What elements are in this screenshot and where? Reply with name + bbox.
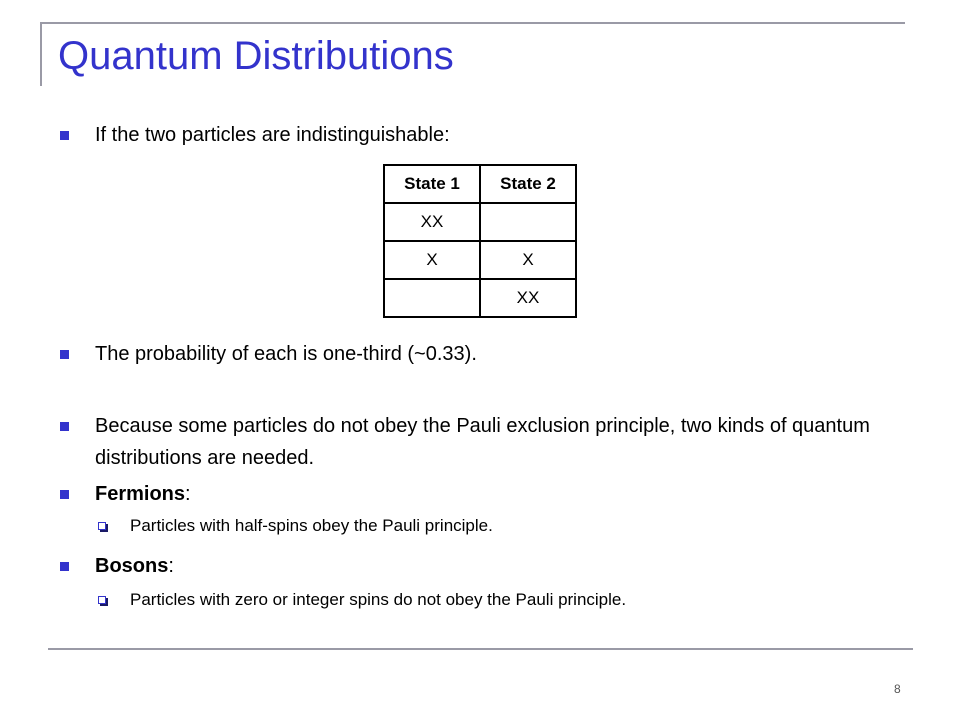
table-cell: X bbox=[384, 241, 480, 279]
table-cell bbox=[480, 203, 576, 241]
fermions-label: Fermions bbox=[95, 483, 186, 505]
table-cell bbox=[384, 279, 480, 317]
table-cell: XX bbox=[480, 279, 576, 317]
bullet-marker bbox=[60, 131, 69, 140]
fermions-colon: : bbox=[185, 483, 191, 505]
page-title: Quantum Distributions bbox=[58, 34, 454, 78]
bosons-colon: : bbox=[168, 555, 174, 577]
top-divider bbox=[40, 22, 905, 24]
table-row bbox=[384, 279, 576, 317]
sub-bullet-fermions: Particles with half-spins obey the Pauli principle. bbox=[130, 516, 493, 535]
table-cell: X bbox=[480, 241, 576, 279]
checkbox-bullet-icon bbox=[98, 596, 106, 604]
bullet-pauli-exclusion: Because some particles do not obey the Pauli exclusion principle, two kinds of quantum distributions are needed. bbox=[95, 415, 870, 469]
checkbox-bullet-icon bbox=[98, 522, 106, 530]
bottom-divider bbox=[48, 648, 913, 650]
table-row bbox=[384, 241, 576, 279]
page-number: 8 bbox=[894, 682, 901, 696]
bullet-bosons bbox=[95, 550, 174, 582]
left-divider bbox=[40, 22, 42, 86]
bosons-label: Bosons bbox=[95, 555, 169, 577]
table-row bbox=[384, 203, 576, 241]
state-table bbox=[383, 164, 577, 318]
sub-bullet-bosons: Particles with zero or integer spins do not obey the Pauli principle. bbox=[130, 590, 627, 609]
bullet-marker bbox=[60, 562, 69, 571]
bullet-marker bbox=[60, 422, 69, 431]
bullet-fermions bbox=[95, 478, 191, 510]
table-header-row bbox=[384, 165, 576, 203]
bullet-probability: The probability of each is one-third (~0.33). bbox=[95, 343, 477, 365]
header-state-2: State 2 bbox=[480, 165, 576, 203]
bullet-marker bbox=[60, 350, 69, 359]
table-cell: XX bbox=[384, 203, 480, 241]
bullet-marker bbox=[60, 490, 69, 499]
header-state-1: State 1 bbox=[384, 165, 480, 203]
bullet-indistinguishable: If the two particles are indistinguishable: bbox=[95, 124, 450, 146]
